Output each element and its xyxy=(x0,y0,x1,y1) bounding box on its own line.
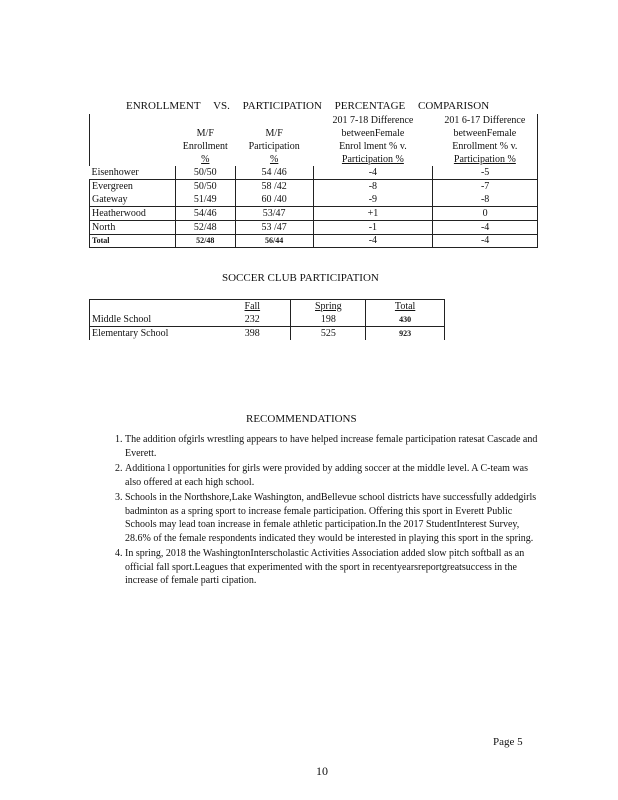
row-diff-2016-17: -5 xyxy=(433,166,538,180)
row-diff-2017-18: +1 xyxy=(313,207,433,221)
title-word: VS. xyxy=(213,100,230,112)
row-diff-2017-18: -4 xyxy=(313,235,433,248)
row-enrollment: 51/49 xyxy=(175,193,235,207)
row-diff-2017-18: -1 xyxy=(313,221,433,235)
list-item: 2. Additiona l opportunities for girls were provided by adding soccer at the middle level. A C-team was also offered at each high school. xyxy=(125,462,540,489)
soccer-header-row xyxy=(90,300,445,314)
row-fall: 398 xyxy=(214,327,291,341)
row-participation: 56/44 xyxy=(235,235,313,248)
row-enrollment: 52/48 xyxy=(175,221,235,235)
row-total: 923 xyxy=(366,327,445,341)
row-total: 430 xyxy=(366,313,445,327)
recommendations-title: RECOMMENDATIONS xyxy=(246,413,357,425)
header-fall: Fall xyxy=(214,300,291,314)
header-spring: Spring xyxy=(291,300,366,314)
row-diff-2017-18: -9 xyxy=(313,193,433,207)
row-diff-2016-17: -4 xyxy=(433,235,538,248)
table-row xyxy=(90,313,445,327)
table-row xyxy=(90,327,445,341)
row-diff-2016-17: -4 xyxy=(433,221,538,235)
enrollment-header-row xyxy=(90,114,538,166)
header-total: Total xyxy=(366,300,445,314)
row-spring: 198 xyxy=(291,313,366,327)
list-item: 4. In spring, 2018 the WashingtonInterscholastic Activities Association added slow pitch softball as an official fall sport.Leagues that experimented with the sport in recentyearsreportgreatsuccess in the increase of female parti cipation. xyxy=(125,547,540,588)
title-word: ENROLLMENT xyxy=(126,100,201,112)
title-word: PERCENTAGE xyxy=(334,100,406,112)
row-participation: 53/47 xyxy=(235,207,313,221)
table-row xyxy=(90,166,538,180)
page-label: Page 5 xyxy=(493,736,523,748)
row-label: Elementary School xyxy=(90,327,215,341)
page-number: 10 xyxy=(316,764,328,778)
row-enrollment: 50/50 xyxy=(175,180,235,194)
header-school xyxy=(90,114,176,166)
header-diff-2016-17: 201 6-17 Difference betweenFemale Enrollment % v. Participation % xyxy=(433,114,538,166)
row-diff-2017-18: -8 xyxy=(313,180,433,194)
row-participation: 54 /46 xyxy=(235,166,313,180)
row-participation: 58 /42 xyxy=(235,180,313,194)
table-row-total xyxy=(90,235,538,248)
row-diff-2016-17: -8 xyxy=(433,193,538,207)
enrollment-table xyxy=(89,114,538,248)
row-enrollment: 54/46 xyxy=(175,207,235,221)
header-blank xyxy=(90,300,215,314)
row-participation: 60 /40 xyxy=(235,193,313,207)
table-row xyxy=(90,221,538,235)
soccer-table xyxy=(89,299,445,340)
row-diff-2016-17: -7 xyxy=(433,180,538,194)
row-label: Middle School xyxy=(90,313,215,327)
row-school: Evergreen xyxy=(90,180,176,194)
header-mf-participation: M/F Participation % xyxy=(248,128,300,165)
header-diff-2017-18: 201 7-18 Difference betweenFemale Enrol lment % v. Participation % xyxy=(332,115,414,165)
row-school: Eisenhower xyxy=(90,166,176,180)
row-school: North xyxy=(90,221,176,235)
row-diff-2017-18: -4 xyxy=(313,166,433,180)
row-spring: 525 xyxy=(291,327,366,341)
soccer-table-title: SOCCER CLUB PARTICIPATION xyxy=(222,272,379,284)
row-enrollment: 50/50 xyxy=(175,166,235,180)
row-school: Total xyxy=(90,235,176,248)
row-school: Heatherwood xyxy=(90,207,176,221)
row-enrollment: 52/48 xyxy=(175,235,235,248)
list-item: 3. Schools in the Northshore,Lake Washington, andBellevue school districts have successfully addedgirls badminton as a spring sport to increase female participation. Offering this sport in Everett Public Schools may lead toan increase in female athletic participation.In the 2017 StudentInterest Survey, 28.6% of the female respondents indicated they would be interested in playing this sport in the spring. xyxy=(125,491,540,545)
table-row xyxy=(90,193,538,207)
enrollment-table-title xyxy=(126,100,499,112)
header-mf-enrollment: M/F Enrollment % xyxy=(182,128,228,165)
list-item: 1. The addition ofgirls wrestling appears to have helped increase female participation ratesat Cascade and Everett. xyxy=(125,433,540,460)
row-fall: 232 xyxy=(244,314,260,325)
row-school: Gateway xyxy=(90,193,176,207)
table-row xyxy=(90,207,538,221)
table-row xyxy=(90,180,538,194)
recommendations-list xyxy=(105,433,540,590)
row-diff-2016-17: 0 xyxy=(433,207,538,221)
title-word: COMPARISON xyxy=(418,100,490,112)
row-participation: 53 /47 xyxy=(235,221,313,235)
title-word: PARTICIPATION xyxy=(242,100,322,112)
